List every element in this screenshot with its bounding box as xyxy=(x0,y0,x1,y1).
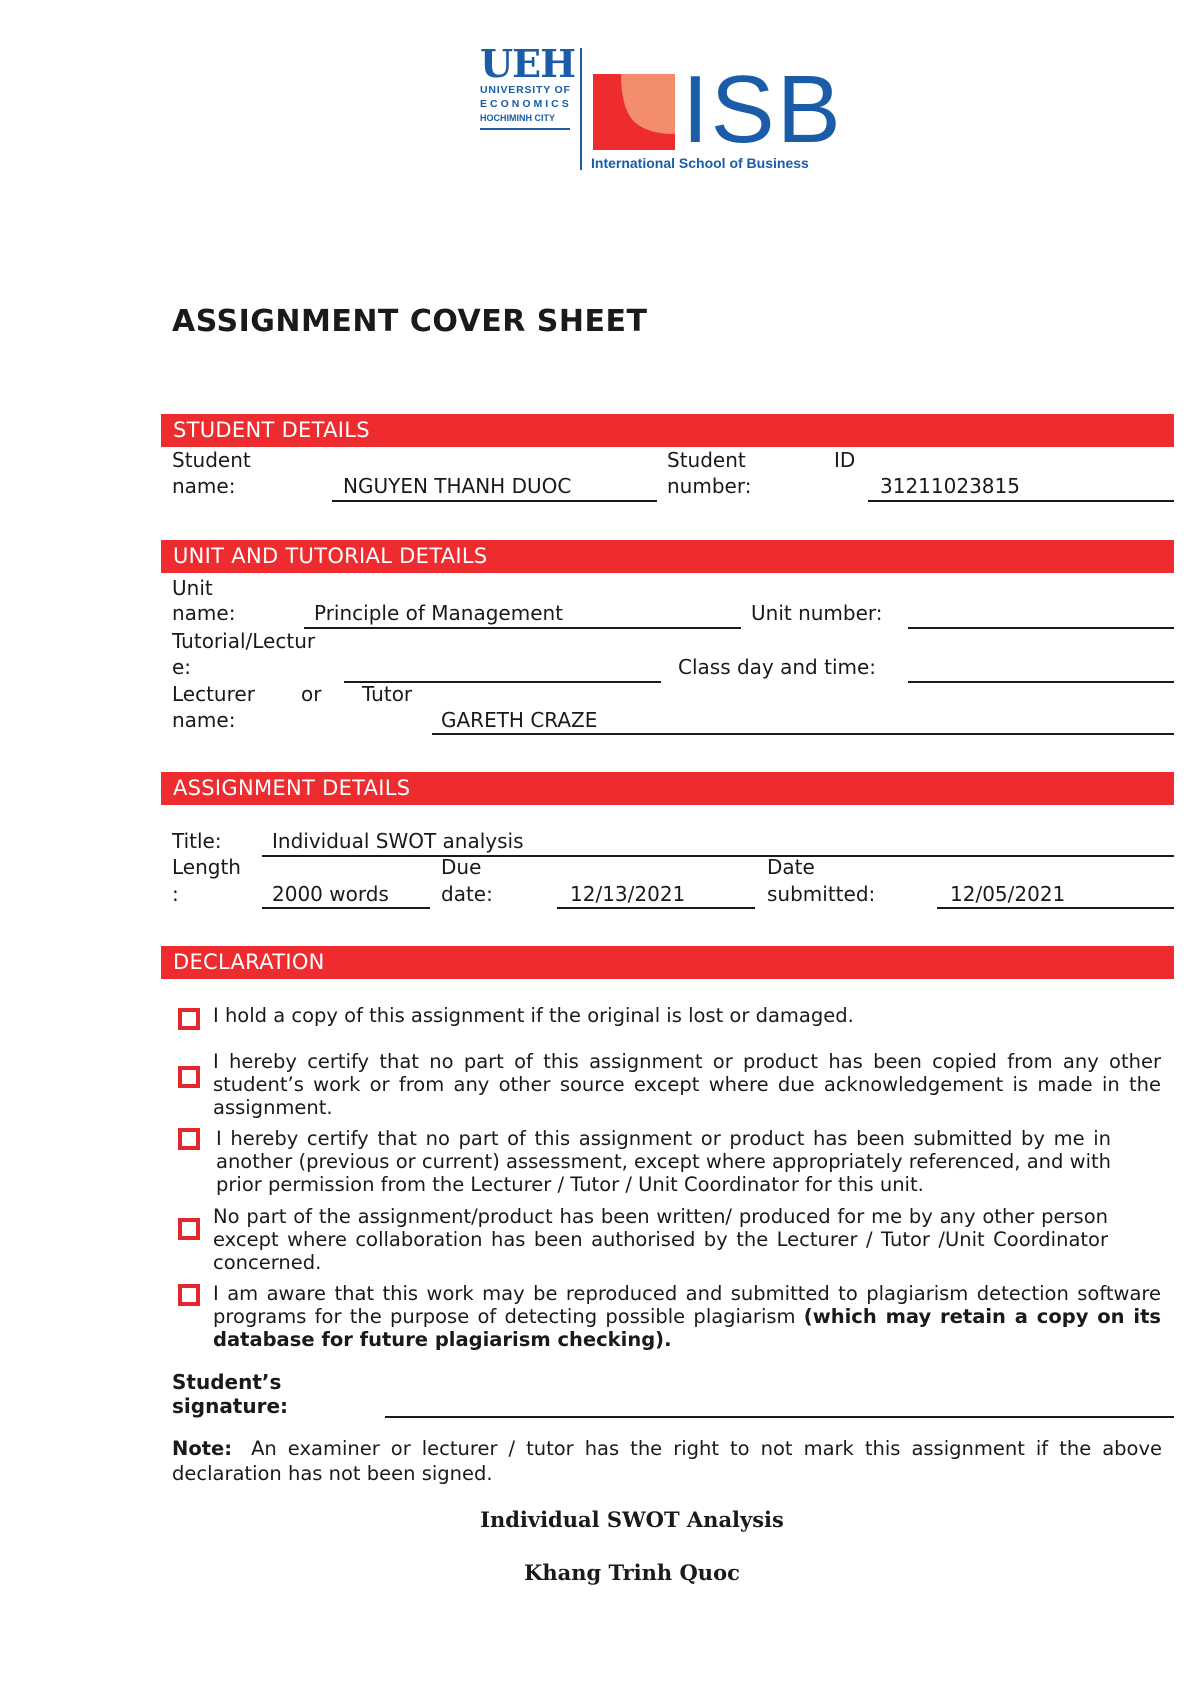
submitted-value: 12/05/2021 xyxy=(950,882,1066,906)
unit-name-label-2: name: xyxy=(172,601,236,625)
declaration-item-1: I hold a copy of this assignment if the original is lost or damaged. xyxy=(213,1004,854,1027)
submitted-label-1: Date xyxy=(767,855,815,879)
lecturer-value: GARETH CRAZE xyxy=(441,708,598,732)
declaration-checkbox-5[interactable] xyxy=(178,1284,200,1306)
isb-subtitle: International School of Business xyxy=(591,155,809,171)
student-id-label-1b: ID xyxy=(834,448,856,472)
signature-line[interactable] xyxy=(385,1392,1174,1418)
length-label-1: Length xyxy=(172,855,241,879)
section-assignment-details: ASSIGNMENT DETAILS xyxy=(161,772,1174,805)
student-id-label-2: number: xyxy=(667,474,752,498)
lecturer-label-a: Lecturer xyxy=(172,682,255,706)
ueh-logo xyxy=(480,41,580,134)
declaration-item-5-bold: (which may retain a copy on its database for future plagiarism checking). xyxy=(213,1305,1161,1351)
declaration-checkbox-4[interactable] xyxy=(178,1218,200,1240)
class-time-label: Class day and time: xyxy=(678,655,877,679)
student-name-label-1: Student xyxy=(172,448,251,472)
section-declaration: DECLARATION xyxy=(161,946,1174,979)
declaration-checkbox-3[interactable] xyxy=(178,1128,200,1150)
ueh-line1: UNIVERSITY OF xyxy=(480,84,571,96)
note-label: Note: xyxy=(172,1437,233,1460)
tutorial-label-2: e: xyxy=(172,655,192,679)
author-name: Khang Trinh Quoc xyxy=(524,1560,740,1585)
note xyxy=(172,1436,1162,1486)
document-title: Individual SWOT Analysis xyxy=(480,1507,784,1532)
section-student-details: STUDENT DETAILS xyxy=(161,414,1174,447)
student-id-value: 31211023815 xyxy=(880,474,1020,498)
title-value: Individual SWOT analysis xyxy=(272,829,524,853)
tutorial-label-1: Tutorial/Lectur xyxy=(172,629,316,653)
ueh-wordmark: UEH xyxy=(480,41,576,86)
due-date-value: 12/13/2021 xyxy=(570,882,686,906)
isb-wordmark: ISB xyxy=(682,56,843,163)
lecturer-label-b: or xyxy=(301,682,322,706)
declaration-item-4: No part of the assignment/product has been written/ produced for me by any other person except where collaboration has been authorised by the Lecturer / Tutor /Unit Coordinator concerned. xyxy=(213,1205,1108,1274)
title-label: Title: xyxy=(172,829,222,853)
lecturer-label-2: name: xyxy=(172,708,236,732)
ueh-line3: HOCHIMINH CITY xyxy=(480,113,555,123)
due-date-label-1: Due xyxy=(441,855,482,879)
unit-name-value: Principle of Management xyxy=(314,601,564,625)
declaration-item-2: I hereby certify that no part of this assignment or product has been copied from any other student’s work or from any other source except where due acknowledgement is made in the assignment. xyxy=(213,1050,1161,1119)
signature-label-1: Student’s xyxy=(172,1370,282,1394)
length-label-2: : xyxy=(172,882,179,906)
unit-name-label-1: Unit xyxy=(172,576,213,600)
submitted-label-2: submitted: xyxy=(767,882,876,906)
declaration-checkbox-2[interactable] xyxy=(178,1066,200,1088)
declaration-checkbox-1[interactable] xyxy=(178,1008,200,1030)
ueh-underline xyxy=(480,128,570,130)
declaration-item-5 xyxy=(213,1282,1161,1351)
unit-number-label: Unit number: xyxy=(751,601,883,625)
student-name-label-2: name: xyxy=(172,474,236,498)
due-date-label-2: date: xyxy=(441,882,493,906)
ueh-line2: ECONOMICS xyxy=(480,98,572,110)
isb-emblem xyxy=(593,74,675,150)
page-title: ASSIGNMENT COVER SHEET xyxy=(172,304,648,339)
note-text: An examiner or lecturer / tutor has the right to not mark this assignment if the above declaration has not been signed. xyxy=(172,1437,1163,1485)
student-id-label-1a: Student xyxy=(667,448,746,472)
signature-label-2: signature: xyxy=(172,1394,289,1418)
declaration-item-3: I hereby certify that no part of this assignment or product has been submitted by me in another (previous or current) assessment, except where appropriately referenced, and with prior permission from the Lecturer / Tutor / Unit Coordinator for this unit. xyxy=(216,1127,1111,1196)
unit-number-line xyxy=(908,603,1174,629)
student-name-value: NGUYEN THANH DUOC xyxy=(343,474,572,498)
lecturer-label-c: Tutor xyxy=(362,682,413,706)
length-value: 2000 words xyxy=(272,882,389,906)
tutorial-line xyxy=(344,657,661,683)
logo-divider xyxy=(580,48,582,170)
section-unit-details: UNIT AND TUTORIAL DETAILS xyxy=(161,540,1174,573)
declaration-item-5-text: I am aware that this work may be reproduced and submitted to plagiarism detection software programs for the purpose of detecting possible plagiarism xyxy=(213,1282,1161,1328)
class-time-line xyxy=(908,657,1174,683)
